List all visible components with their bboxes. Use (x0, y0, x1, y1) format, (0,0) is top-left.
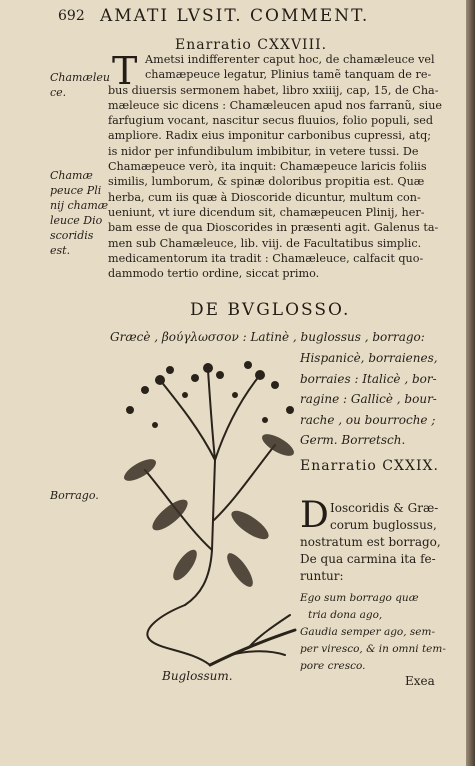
text-line: dammodo tertio ordine, siccat primo. (108, 267, 320, 281)
text-line: Ioscoridis & Græ- (330, 501, 439, 515)
dropcap-d: D (300, 495, 329, 536)
text-line: herba, cum iis quæ à Dioscoride dicuntur, multum con- (108, 190, 421, 204)
margin-note-chamaeleuce: Chamæleu ce. (50, 71, 110, 99)
text-line: runtur: (300, 569, 344, 583)
text-line: bam esse de qua Dioscorides in præsenti agit. Galenus ta- (108, 221, 439, 235)
verse-line: Ego sum borrago quæ (300, 592, 419, 604)
text-line: Chamæpeuce verò, ita inquit: Chamæpeuce laricis foliis (108, 160, 427, 174)
section1-title: Enarratio CXXVIII. (175, 37, 328, 53)
text-line: farfugium vocant, nascitur secus fluuios, folio populi, sed (108, 114, 434, 128)
dropcap-t: T (112, 49, 138, 93)
catchword: Exea (405, 674, 435, 688)
margin-note-borrago: Borrago. (50, 489, 99, 502)
text-line: borraies : Italicè , bor- (300, 371, 437, 386)
section2-heading: DE BVGLOSSO. (190, 300, 351, 320)
text-line: men sub Chamæleuce, lib. viij. de Facultatibus simplic. (108, 236, 422, 250)
text-line: ragine : Gallicè , bour- (300, 392, 437, 406)
text-line: Hispanicè, borraienes, (300, 351, 438, 365)
text-line: Germ. Borretsch. (300, 433, 406, 447)
borage-woodcut-illustration (100, 350, 305, 670)
text-line: medicamentorum ita tradit : Chamæleuce, calfacit quo- (108, 251, 424, 265)
verse-line: tria dona ago, (308, 609, 383, 621)
verse-line: per viresco, & in omni tem- (300, 643, 446, 655)
margin-note-chamaepeuce: Chamæ peuce Pli nij chamæ leuce Dio scoridis est. (50, 169, 109, 257)
page-number: 692 (58, 8, 85, 24)
running-title: AMATI LVSIT. COMMENT. (100, 6, 370, 26)
section2-title: Enarratio CXXIX. (300, 458, 439, 474)
text-line: Ametsi indifferenter caput hoc, de chamæleuce vel (145, 53, 435, 66)
verse-line: pore cresco. (300, 660, 366, 672)
text-line: ueniunt, vt iure dicendum sit, chamæpeucen Plinij, her- (108, 205, 425, 219)
book-gutter (466, 0, 475, 766)
text-line: nostratum est borrago, (300, 535, 441, 549)
text-line: mæleuce sic dicens : Chamæleucen apud nos farranũ, siue (108, 98, 443, 112)
verse-line: Gaudia semper ago, sem- (300, 626, 436, 638)
language-names (300, 348, 438, 451)
root-curve (147, 605, 210, 665)
text-line: ampliore. Radix eius imponitur carbonibus cupressi, atq; (108, 129, 432, 143)
section2-body (300, 495, 460, 585)
text-line: corum buglossus, (330, 518, 437, 532)
text-line: De qua carmina ita fe- (300, 552, 436, 566)
text-line: chamæpeuce legatur, Plinius tamẽ tanquam de re- (145, 68, 432, 82)
text-line: bus diuersis sermonem habet, libro xxiiij, cap, 15, de Cha- (108, 83, 439, 97)
figure-caption: Buglossum. (162, 669, 233, 683)
names-line: Græcè , βούγλωσσον : Latinè , buglossus , borrago: (110, 330, 425, 344)
text-line: rache , ou bourroche ; (300, 412, 436, 427)
verse (300, 590, 446, 675)
text-line: is nidor per infundibulum imbibitur, in vetere tussi. De (108, 144, 419, 158)
text-line: similis, lumborum, & spinæ doloribus propitia est. Quæ (108, 175, 425, 189)
section1-body (108, 49, 458, 281)
